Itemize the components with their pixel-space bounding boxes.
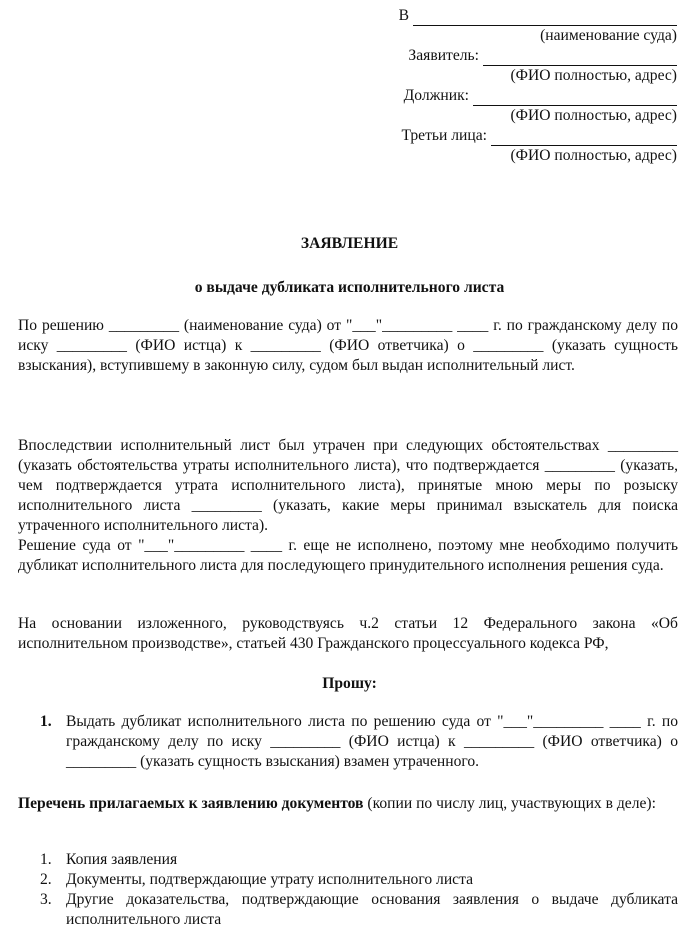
paragraph-loss-text: Впоследствии исполнительный лист был утрачен при следующих обстоятельствах _________ (указать обстоятельства утраты исполнительного листа), что подтверждается _________ (указать, чем подтверждается утрата исполнительного листа), принятые мною меры по розыску исполнительного листа _________ (указать, какие меры принимал взыскатель для поиска утраченного исполнительного листа). <box>18 437 678 534</box>
attachment-number: 2. <box>40 871 52 888</box>
attachments-heading-rest: (копии по числу лиц, участвующих в деле): <box>363 795 656 812</box>
request-heading: Прошу: <box>322 675 377 692</box>
debtor-label: Должник: <box>403 87 469 104</box>
list-item <box>18 890 678 930</box>
paragraph-decision <box>18 316 678 376</box>
paragraph-loss <box>18 436 678 536</box>
third-parties-field-line <box>491 129 677 146</box>
attachment-text: Копия заявления <box>66 851 178 868</box>
debtor-line <box>377 86 677 106</box>
paragraph-decision-text: По решению _________ (наименование суда) от "___"_________ ____ г. по гражданскому делу по иску _________ (ФИО истца) к _________ (ФИО ответчика) о _________ (указать сущность взыскания), вступившему в законную силу, судом был выдан исполнительный лист. <box>18 317 678 374</box>
paragraph-not-executed-text: Решение суда от "___"_________ ____ г. еще не исполнено, поэтому мне необходимо получить дубликат исполнительного листа для последующего принудительного исполнения решения суда. <box>18 537 678 574</box>
document-title: ЗАЯВЛЕНИЕ <box>300 235 399 252</box>
request-number: 1. <box>40 713 52 730</box>
paragraph-not-executed <box>18 536 678 576</box>
document-subtitle: о выдаче дубликата исполнительного листа <box>194 279 505 296</box>
request-list <box>18 712 678 772</box>
applicant-caption: (ФИО полностью, адрес) <box>510 67 677 84</box>
list-item <box>18 712 678 772</box>
court-field-line <box>413 9 677 26</box>
attachments-heading <box>18 794 678 814</box>
applicant-label: Заявитель: <box>408 47 479 64</box>
debtor-field-line <box>473 89 677 106</box>
attachments-heading-bold: Перечень прилагаемых к заявлению документов <box>18 795 364 812</box>
third-parties-label: Третьи лица: <box>401 127 487 144</box>
attachments-list <box>18 850 678 930</box>
applicant-line <box>377 46 677 66</box>
addressee-block <box>377 6 677 166</box>
attachments-heading-text <box>18 794 678 814</box>
court-line <box>377 6 677 26</box>
third-parties-line <box>377 126 677 146</box>
attachment-text: Документы, подтверждающие утрату исполнительного листа <box>66 871 474 888</box>
court-prefix: В <box>398 7 409 24</box>
paragraph-legal-basis-text: На основании изложенного, руководствуясь ч.2 статьи 12 Федерального закона «Об исполнительном производстве», статьей 430 Гражданского процессуального кодекса РФ, <box>18 615 678 652</box>
attachment-number: 1. <box>40 851 52 868</box>
attachment-number: 3. <box>40 891 52 908</box>
attachment-text: Другие доказательства, подтверждающие основания заявления о выдаче дубликата исполнительного листа <box>66 891 678 928</box>
list-item <box>18 850 678 870</box>
applicant-field-line <box>483 49 677 66</box>
third-parties-caption: (ФИО полностью, адрес) <box>510 147 677 164</box>
request-text: Выдать дубликат исполнительного листа по решению суда от "___"_________ ____ г. по гражданскому делу по иску _________ (ФИО истца) к _________ (ФИО ответчика) о _________ (указать сущность взыскания) взамен утраченного. <box>66 713 678 770</box>
debtor-caption: (ФИО полностью, адрес) <box>510 107 677 124</box>
paragraph-legal-basis <box>18 614 678 654</box>
court-caption: (наименование суда) <box>540 27 677 44</box>
list-item <box>18 870 678 890</box>
